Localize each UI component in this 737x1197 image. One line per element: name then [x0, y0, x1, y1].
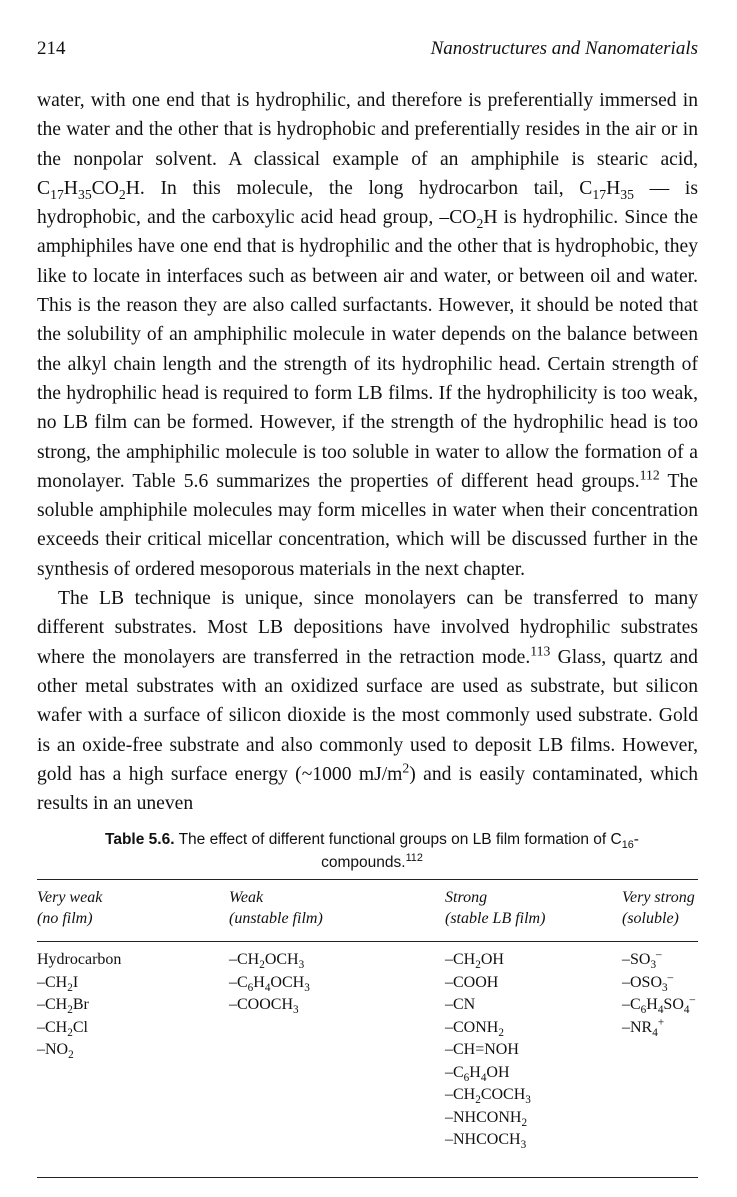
table-cell: $-CH_2OH$	[445, 951, 504, 972]
table-cell: –CN	[445, 996, 476, 1013]
table-cell: $-CH_2Br$	[37, 996, 89, 1017]
paragraph-1: water, with one end that is hydrophilic, and therefore is preferentially immersed in the water and the other that is hydrophobic and preferentially resides in the air or in the nonpolar solvent. A classical example of an amphiphile is stearic acid, $C_{17}H_{35}CO_2H$. In this molecule, the long hydrocarbon tail, $C_{17}H_{35}$ — is hydrophobic, and the carboxylic acid head group, $-CO_2H$ is hydrophilic. Since the amphiphiles have one end that is hydrophilic and the other that is hydrophobic, they like to locate in interfaces such as between air and water, or between oil and water. This is the reason they are also called surfactants. However, it should be noted that the solubility of an amphiphilic molecule in water depends on the balance between the alkyl chain length and the strength of its hydrophilic head. Certain strength of the hydrophilic head is required to form LB films. If the hydrophilicity is too weak, no LB film can be formed. However, if the strength of the hydrophilic head is too strong, the amphiphilic molecule is too soluble in water to allow the formation of a monolayer. Table 5.6 summarizes the properties of different head groups.$^{112}$ The soluble amphiphile molecules may form micelles in water when their concentration exceeds their critical micellar concentration, which will be discussed further in the synthesis of ordered mesoporous materials in the next chapter.	[37, 90, 698, 580]
table-cell: $-CH_2I$	[37, 973, 79, 994]
table-cell: $-OSO_3^-$	[622, 971, 674, 994]
table-header-line: Strong	[445, 889, 488, 906]
table-column-4	[622, 949, 695, 1039]
table-cell: $-CH_2OCH_3$	[229, 951, 305, 972]
table-header-line: Very strong	[622, 889, 695, 906]
table-column-3	[445, 949, 531, 1152]
table-cell: $-C_6H_4SO_4^-$	[622, 993, 696, 1017]
table-cell: $-C_6H_4OCH_3$	[229, 973, 310, 994]
table-caption	[92, 828, 652, 874]
table-column-1	[37, 949, 121, 1062]
table-cell: $-CONH_2$	[445, 1018, 504, 1039]
table-header-line: (unstable film)	[229, 910, 323, 927]
table-cell: $-CH_2Cl$	[37, 1018, 88, 1039]
table-cell: $-NHCONH_2$	[445, 1108, 528, 1129]
table-cell: –COOH	[445, 973, 499, 991]
table-bottom-rule	[37, 1177, 698, 1178]
table-cell: $-COOCH_3$	[229, 996, 299, 1017]
body-text	[37, 86, 698, 818]
table-cell: $-C_6H_4OH$	[445, 1063, 510, 1084]
table-cell: $-CH_2COCH_3$	[445, 1086, 531, 1107]
running-header	[37, 38, 698, 64]
table-label: Table 5.6.	[105, 831, 175, 848]
table-cell: $-NHCOCH_3$	[445, 1131, 527, 1152]
table-column-header-4	[622, 887, 695, 929]
paragraph-2: The LB technique is unique, since monolayers can be transferred to many different substrates. Most LB depositions have involved hydrophilic substrates where the monolayers are transferred in the retraction mode.$^{113}$ Glass, quartz and other metal substrates with an oxidized surface are used as substrate, but silicon wafer with a surface of silicon dioxide is the most commonly used substrate. Gold is an oxide-free substrate and also commonly used to deposit LB films. However, gold has a high surface energy (~1000 $mJ/m^2$) and is easily contaminated, which results in an uneven	[37, 588, 698, 815]
table-header-line: Very weak	[37, 889, 103, 906]
table-cell: $-NR_4^+$	[622, 1016, 665, 1039]
table-caption-text: The effect of different functional groups on LB film formation of $C_{16}-compounds.^{112}$	[178, 831, 639, 871]
table-column-header-2	[229, 887, 323, 929]
table-cell: Hydrocarbon	[37, 951, 122, 968]
table-column-header-3	[445, 887, 545, 929]
page-number: 214	[37, 38, 66, 59]
table-cell: –CH=NOH	[445, 1041, 519, 1058]
table-cell: $-SO_3^-$	[622, 948, 662, 972]
table-header-line: (stable LB film)	[445, 910, 546, 927]
table-cell: $-NO_2$	[37, 1041, 74, 1062]
table-column-header-1	[37, 887, 102, 929]
table-header-line: (soluble)	[622, 910, 679, 927]
running-title: Nanostructures and Nanomaterials	[430, 38, 698, 59]
table-top-rule	[37, 879, 698, 880]
table-header-line: Weak	[229, 889, 264, 906]
table-header-rule	[37, 941, 698, 942]
table-header-line: (no film)	[37, 910, 93, 927]
table-column-2	[229, 949, 310, 1017]
